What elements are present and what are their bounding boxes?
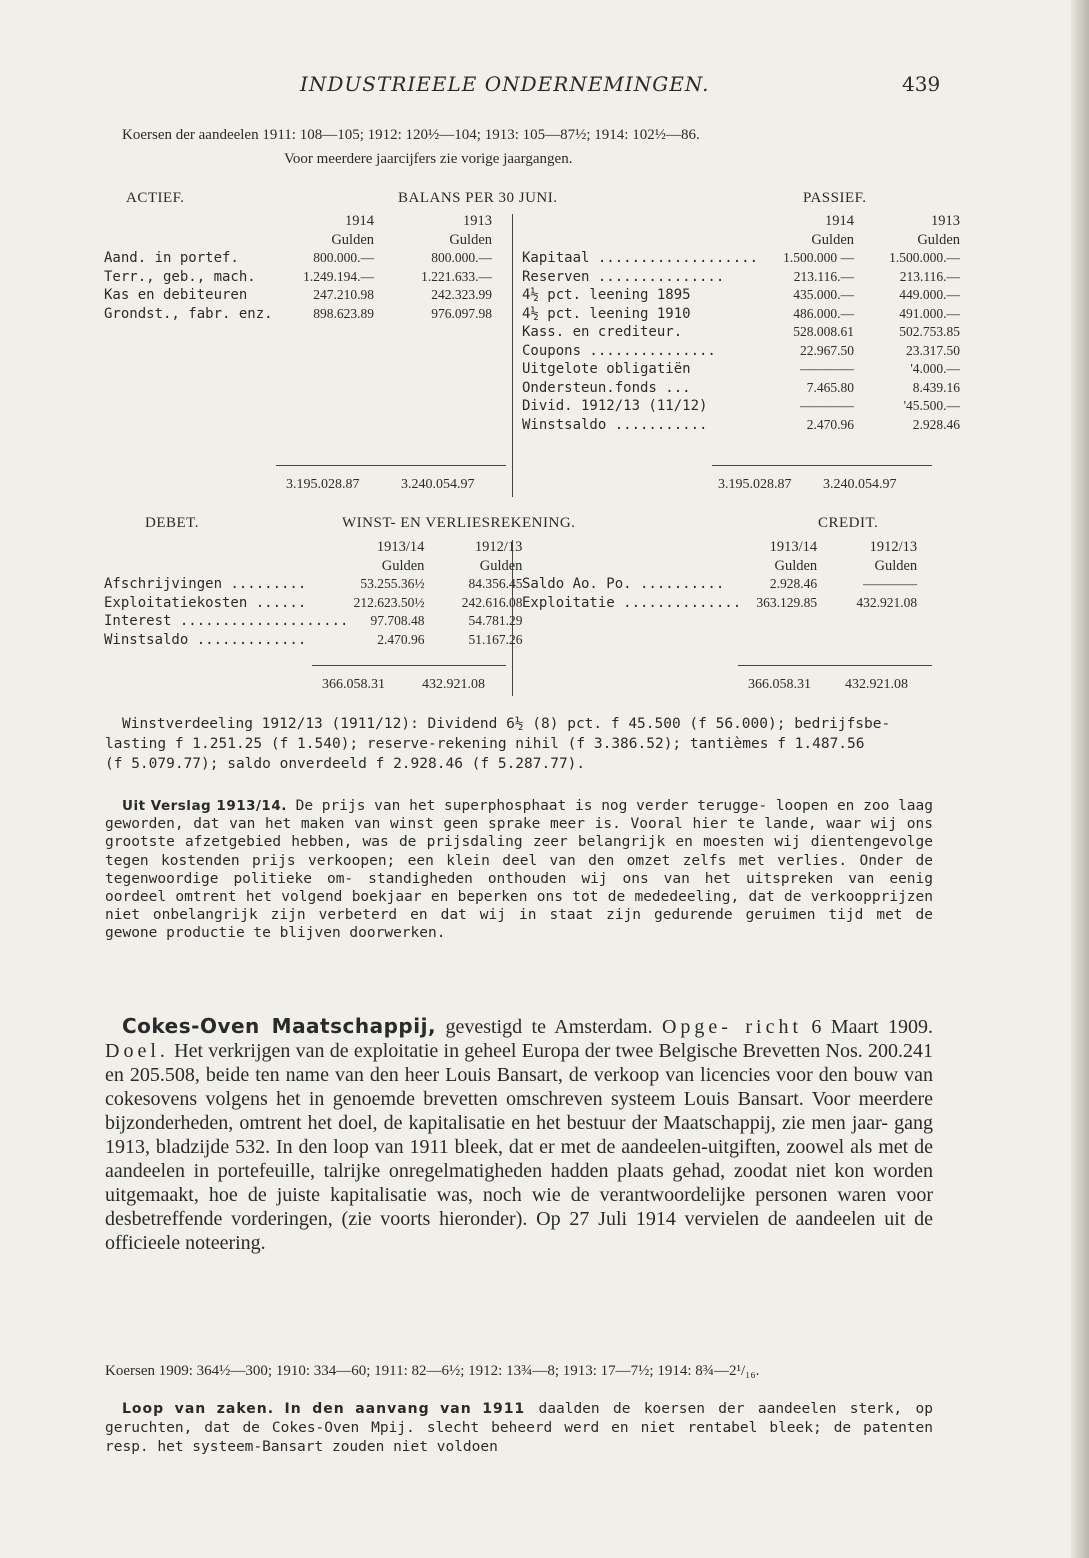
winst-title: WINST- EN VERLIESREKENING. <box>342 515 576 531</box>
table-row: Uitgelote obligatiën ———— '4.000.— <box>522 361 961 377</box>
year-header: 1914 <box>345 213 374 229</box>
passief-table <box>522 212 960 434</box>
table-row: Grondst., fabr. enz. 898.623.89 976.097.98 <box>104 305 492 322</box>
winstverdeeling-line: Winstverdeeling 1912/13 (1911/12): Dividend 6½ (8) pct. f 45.500 (f 56.000); bedrijfsbe- <box>122 716 891 732</box>
year-header: 1912/13 <box>869 539 918 555</box>
verslag-paragraph <box>105 797 933 943</box>
table-row: Divid. 1912/13 (11/12) ———— '45.500.— <box>522 398 961 414</box>
balans-divider <box>512 214 513 497</box>
table-row: Interest .................... 97.708.48 54.781.29 <box>104 613 523 629</box>
table-row: Kas en debiteuren 247.210.98 242.323.99 <box>104 287 492 303</box>
koersen-line: Koersen der aandeelen 1911: 108—105; 1912: 120½—104; 1913: 105—87½; 1914: 102½—86. <box>122 127 700 143</box>
company-name: Cokes-Oven Maatschappij, <box>122 1014 437 1038</box>
running-header: INDUSTRIEELE ONDERNEMINGEN. <box>300 72 710 96</box>
total-credit-1: 366.058.31 <box>748 677 811 692</box>
credit-label: CREDIT. <box>818 515 879 531</box>
table-row: Exploitatiekosten ...... 212.623.50½ 242.616.08 <box>104 594 523 611</box>
table-row: Kapitaal ................... 1.500.000 — 1.500.000.— <box>522 250 961 266</box>
opgericht-label: Opge- richt <box>661 1016 803 1038</box>
table-row: Coupons ............... 22.967.50 23.317.50 <box>522 342 961 359</box>
table-row: Ondersteun.fonds ... 7.465.80 8.439.16 <box>522 379 961 396</box>
table-row: Kass. en crediteur. 528.008.61 502.753.85 <box>522 324 961 340</box>
balans-title: BALANS PER 30 JUNI. <box>398 190 558 206</box>
debet-table <box>104 538 522 649</box>
cokes-paragraph: Cokes-Oven Maatschappij, gevestigd te Amsterdam. Opge- richt 6 Maart 1909. Doel. Het verkrijgen van de exploitatie in geheel Europa der twee Belgische Brevetten Nos. 200.241 en 205.508, beide ten name van den heer Louis Bansart, de verkoop van licencies voor den bouw van cokesovens volgens het in genoemde brevetten omschreven systeem Louis Bansart. Voor meerdere bijzonderheden, omtrent het doel, de kapitalisatie en het bestuur der Maatschappij, zie men jaar- gang 1913, bladzijde 532. In den loop van 1911 bleek, dat er met de aandeelen-uitgiften, zoowel als met de aandeelen in portefeuille, talrijke onregelmatigheden hadden plaats gehad, zoodat niet kon worden uitgemaakt, hoe de juiste kapitalisatie was, noch wie de verantwoordelijke personen waren voor desbetreffende vorderingen, (zie voorts hieronder). Op 27 Juli 1914 vervielen de aandeelen uit de officieele noteering. <box>105 1014 933 1254</box>
unit-header: Gulden <box>811 231 855 248</box>
table-row: Exploitatie .............. 363.129.85 432.921.08 <box>522 594 918 611</box>
winstverdeeling-line: lasting f 1.251.25 (f 1.540); reserve-rekening nihil (f 3.386.52); tantièmes f 1.487.56 <box>105 736 865 752</box>
total-credit-2: 432.921.08 <box>845 677 908 692</box>
table-row: 4½ pct. leening 1910 486.000.— 491.000.— <box>522 305 961 322</box>
total-actief-1914: 3.195.028.87 <box>286 477 360 492</box>
table-row: Saldo Ao. Po. .......... 2.928.46 ———— <box>522 576 918 592</box>
actief-label: ACTIEF. <box>126 190 185 206</box>
table-row: Reserven ............... 213.116.— 213.116.— <box>522 268 961 285</box>
unit-header: Gulden <box>331 231 374 248</box>
table-row: Terr., geb., mach. 1.249.194.— 1.221.633.— <box>104 268 492 285</box>
credit-table <box>522 538 917 612</box>
table-row: Winstsaldo ............. 2.470.96 51.167.26 <box>104 631 523 648</box>
actief-table <box>104 212 492 323</box>
koersen-bottom-line: Koersen 1909: 364½—300; 1910: 334—60; 1911: 82—6½; 1912: 13¾—8; 1913: 17—7½; 1914: 8¾—2¹/₁₆. <box>105 1363 760 1379</box>
year-header: 1913/14 <box>769 539 818 555</box>
year-header: 1914 <box>825 213 855 229</box>
unit-header: Gulden <box>449 231 492 248</box>
verslag-text: De prijs van het superphosphaat is nog verder terugge- loopen en zoo laag geworden, dat van het maken van winst geen sprake meer is. Vooral hier te lande, waar wij ons grootste afzetgebied hebben, was de prijsdaling zeer belangrijk en moesten wij dientengevolge tegen kostenden prijs verkoopen; een klein deel van den omzet zelfs met verlies. Onder de tegenwoordige politieke om- standigheden onthouden wij ons van het uitspreken van eenig oordeel omtrent het volgend boekjaar en beperken ons tot de mededeeling, dat de verkoopprijzen niet onbelangrijk zijn verbeterd en dat wij in staat zijn gedurende geruimen tijd met de gewone productie te blijven doorwerken. <box>105 798 933 942</box>
debet-label: DEBET. <box>145 515 199 531</box>
table-row: 4½ pct. leening 1895 435.000.— 449.000.— <box>522 287 961 303</box>
unit-header: Gulden <box>874 557 918 574</box>
year-header: 1913/14 <box>376 539 425 555</box>
total-passief-1913: 3.240.054.97 <box>823 477 897 492</box>
doel-label: Doel. <box>105 1040 169 1062</box>
year-header: 1913 <box>931 213 961 229</box>
total-rule <box>738 665 932 666</box>
total-rule <box>276 465 506 466</box>
page-edge-shadow <box>1071 0 1089 1558</box>
table-row: Winstsaldo ........... 2.470.96 2.928.46 <box>522 416 961 433</box>
unit-header: Gulden <box>774 557 818 574</box>
passief-label: PASSIEF. <box>803 190 867 206</box>
verslag-lead: Uit Verslag 1913/14. <box>122 798 287 814</box>
total-rule <box>312 665 506 666</box>
jaarcijfers-note: Voor meerdere jaarcijfers zie vorige jaargangen. <box>284 151 573 167</box>
year-header: 1913 <box>463 213 492 229</box>
loop-paragraph: Loop van zaken. In den aanvang van 1911 daalden de koersen der aandeelen sterk, op geruchten, dat de Cokes-Oven Mpij. slecht beheerd werd en niet rentabel bleek; de patenten resp. het systeem-Bansart zouden niet voldoen <box>105 1401 933 1455</box>
total-rule <box>712 465 932 466</box>
total-actief-1913: 3.240.054.97 <box>401 477 475 492</box>
unit-header: Gulden <box>917 231 961 248</box>
total-passief-1914: 3.195.028.87 <box>718 477 792 492</box>
winstverdeeling-line: (f 5.079.77); saldo onverdeeld f 2.928.46 (f 5.287.77). <box>105 756 586 772</box>
unit-header: Gulden <box>381 557 425 574</box>
total-debet-1: 366.058.31 <box>322 677 385 692</box>
year-header: 1912/13 <box>474 539 523 555</box>
total-debet-2: 432.921.08 <box>422 677 485 692</box>
table-row: Aand. in portef. 800.000.— 800.000.— <box>104 250 492 266</box>
unit-header: Gulden <box>479 557 523 574</box>
table-row: Afschrijvingen ......... 53.255.36½ 84.356.45 <box>104 576 523 592</box>
loop-lead: Loop van zaken. In den aanvang van 1911 <box>122 1401 526 1417</box>
page-number: 439 <box>902 72 941 96</box>
